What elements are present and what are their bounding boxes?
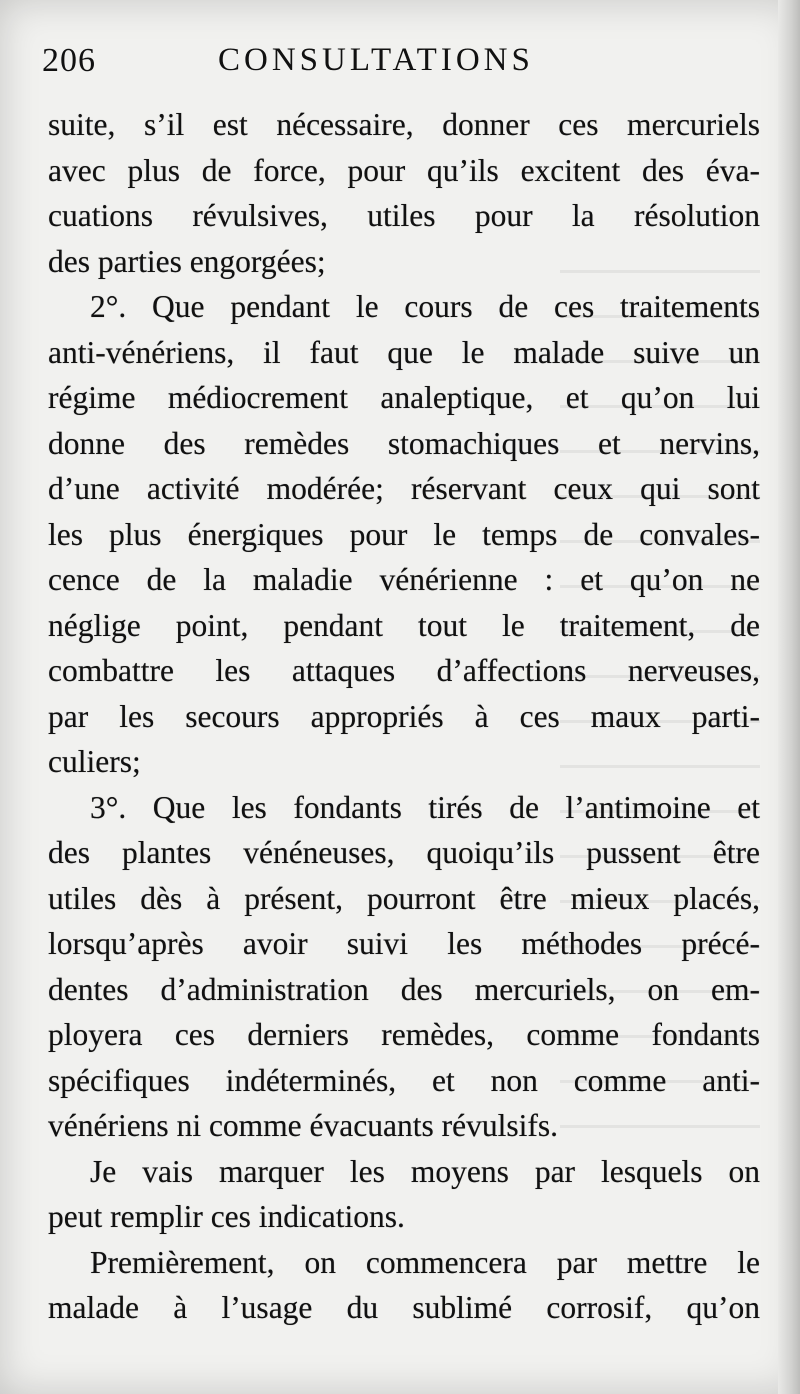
text-line: dentes d’administration des mercuriels, on em- [48,971,760,1007]
text-line: par les secours appropriés à ces maux parti- [48,698,760,734]
text-line: utiles dès à présent, pourront être mieux placés, [48,880,760,916]
text-line: lorsqu’après avoir suivi les méthodes précé- [48,926,760,961]
text-line: cence de la maladie vénérienne : et qu’on ne [48,562,760,597]
text-line: suite, s’il est nécessaire, donner ces mercuriels [48,107,760,142]
running-title: CONSULTATIONS [218,42,534,78]
body-text [48,102,760,1331]
text-line: peut remplir ces indications. [48,1199,405,1234]
text-line: culiers; [48,744,141,779]
text-line: spécifiques indéterminés, et non comme anti- [48,1062,760,1098]
text-line: régime médiocrement analeptique, et qu’on lui [48,380,760,415]
text-line: des parties engorgées; [48,243,326,279]
page-edge-shadow [778,0,800,1394]
text-line: cuations révulsives, utiles pour la résolution [48,198,760,233]
text-line: avec plus de force, pour qu’ils excitent des éva- [48,152,760,188]
text-line: vénériens ni comme évacuants révulsifs. [48,1108,558,1143]
text-line: 3°. Que les fondants tirés de l’antimoine et [90,789,760,825]
text-line: malade à l’usage du sublimé corrosif, qu’on [48,1290,760,1325]
text-line: anti-vénériens, il faut que le malade suive un [48,334,760,370]
text-line: Je vais marquer les moyens par lesquels on [90,1153,760,1189]
page-header [42,42,742,98]
text-line: combattre les attaques d’affections nerveuses, [48,653,760,688]
text-line: des plantes vénéneuses, quoiqu’ils pussent être [48,835,760,870]
page-number: 206 [42,42,96,79]
text-line: 2°. Que pendant le cours de ces traitements [90,289,760,324]
text-line: d’une activité modérée; réservant ceux qui sont [48,471,760,506]
text-line: ployera ces derniers remèdes, comme fondants [48,1017,760,1052]
text-line: néglige point, pendant tout le traitement, de [48,607,760,643]
text-line: les plus énergiques pour le temps de convales- [48,516,760,552]
text-line: Premièrement, on commencera par mettre le [90,1244,760,1280]
text-line: donne des remèdes stomachiques et nervins, [48,425,760,461]
